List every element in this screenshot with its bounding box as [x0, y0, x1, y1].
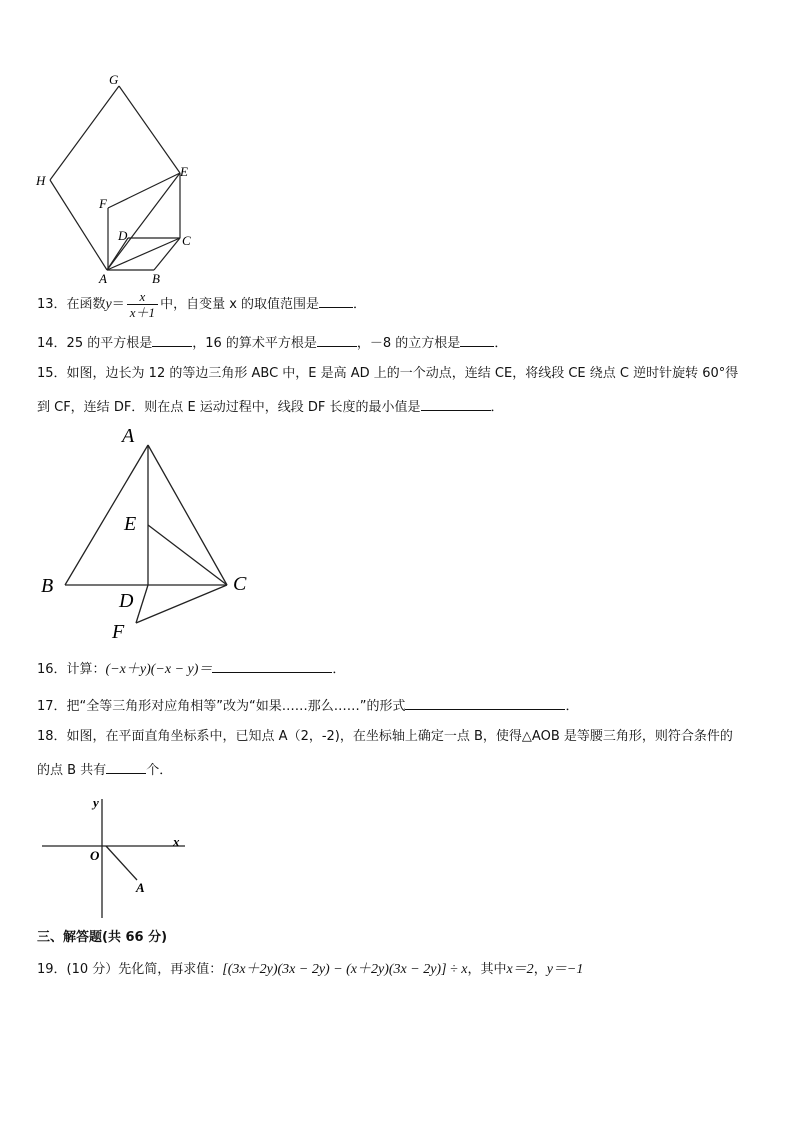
question-16: 16．计算：(−x＋y)(−x − y)＝ ．	[37, 662, 346, 677]
figure-equilateral-triangle	[35, 422, 265, 642]
label-A: A	[122, 425, 135, 447]
label-B: B	[41, 575, 54, 597]
question-15-line-1: 15．如图，边长为 12 的等边三角形 ABC 中，E 是高 AD 上的一个动点，连结 CE，将线段 CE 绕点 C 逆时针旋转 60°得	[37, 366, 739, 381]
label-D: D	[119, 590, 134, 612]
label-E: E	[124, 513, 137, 535]
q17-answer-blank[interactable]	[405, 697, 565, 710]
figure-rhombus-square	[30, 70, 210, 285]
label-A: A	[99, 271, 107, 285]
label-H: H	[36, 173, 46, 188]
q13-prefix: 13．在函数	[37, 297, 106, 312]
question-14: 14．25 的平方根是 ，16 的算术平方根是 ，－8 的立方根是 ．	[37, 336, 508, 351]
label-F: F	[99, 196, 107, 211]
figure-coordinate-plane	[40, 795, 190, 920]
label-C: C	[182, 233, 191, 248]
label-F: F	[112, 621, 125, 642]
q19-x-value: x＝2	[506, 962, 534, 977]
q19-y-value: y＝−1	[546, 962, 584, 977]
question-15-line-2: 到 CF，连结 DF．则在点 E 运动过程中，线段 DF 长度的最小值是 ．	[37, 400, 504, 415]
q16-expression: (−x＋y)(−x − y)＝	[105, 662, 213, 677]
label-C: C	[233, 573, 247, 595]
label-D: D	[118, 228, 128, 243]
question-13: 13．在函数y＝ $\frac{x}{x+1}$ 中，自变量 x 的取值范围是 ．	[37, 289, 367, 320]
question-18-line-1: 18．如图，在平面直角坐标系中，已知点 A（2，-2)，在坐标轴上确定一点 B，使得△AOB 是等腰三角形，则符合条件的	[37, 729, 733, 744]
question-18-line-2: 的点 B 共有 个．	[37, 763, 173, 778]
q13-answer-blank[interactable]	[319, 295, 353, 308]
axis-label-x: x	[173, 834, 180, 849]
label-G: G	[109, 72, 119, 87]
q19-expression: [(3x＋2y)(3x − 2y) − (x＋2y)(3x − 2y)] ÷ x	[222, 962, 468, 977]
section-title: 三、解答题(共 66 分)	[37, 930, 168, 945]
axis-label-y: y	[93, 795, 99, 810]
question-19: 19．(10 分）先化简，再求值：[(3x＋2y)(3x − 2y) − (x＋2y)(3x − 2y)] ÷ x，其中x＝2，y＝−1	[37, 962, 584, 977]
label-B: B	[152, 271, 160, 285]
question-17: 17．把“全等三角形对应角相等”改为“如果……那么……”的形式 ．	[37, 699, 579, 714]
q14-blank-1[interactable]	[152, 334, 192, 347]
point-A-label: A	[136, 880, 145, 895]
q18-answer-blank[interactable]	[106, 761, 146, 774]
q14-blank-3[interactable]	[460, 334, 494, 347]
q14-blank-2[interactable]	[317, 334, 357, 347]
q15-answer-blank[interactable]	[421, 398, 491, 411]
origin-label: O	[90, 848, 100, 863]
label-E: E	[180, 164, 188, 179]
q16-answer-blank[interactable]	[212, 660, 332, 673]
q13-fraction: $\frac{x}{x+1}$	[127, 289, 158, 320]
